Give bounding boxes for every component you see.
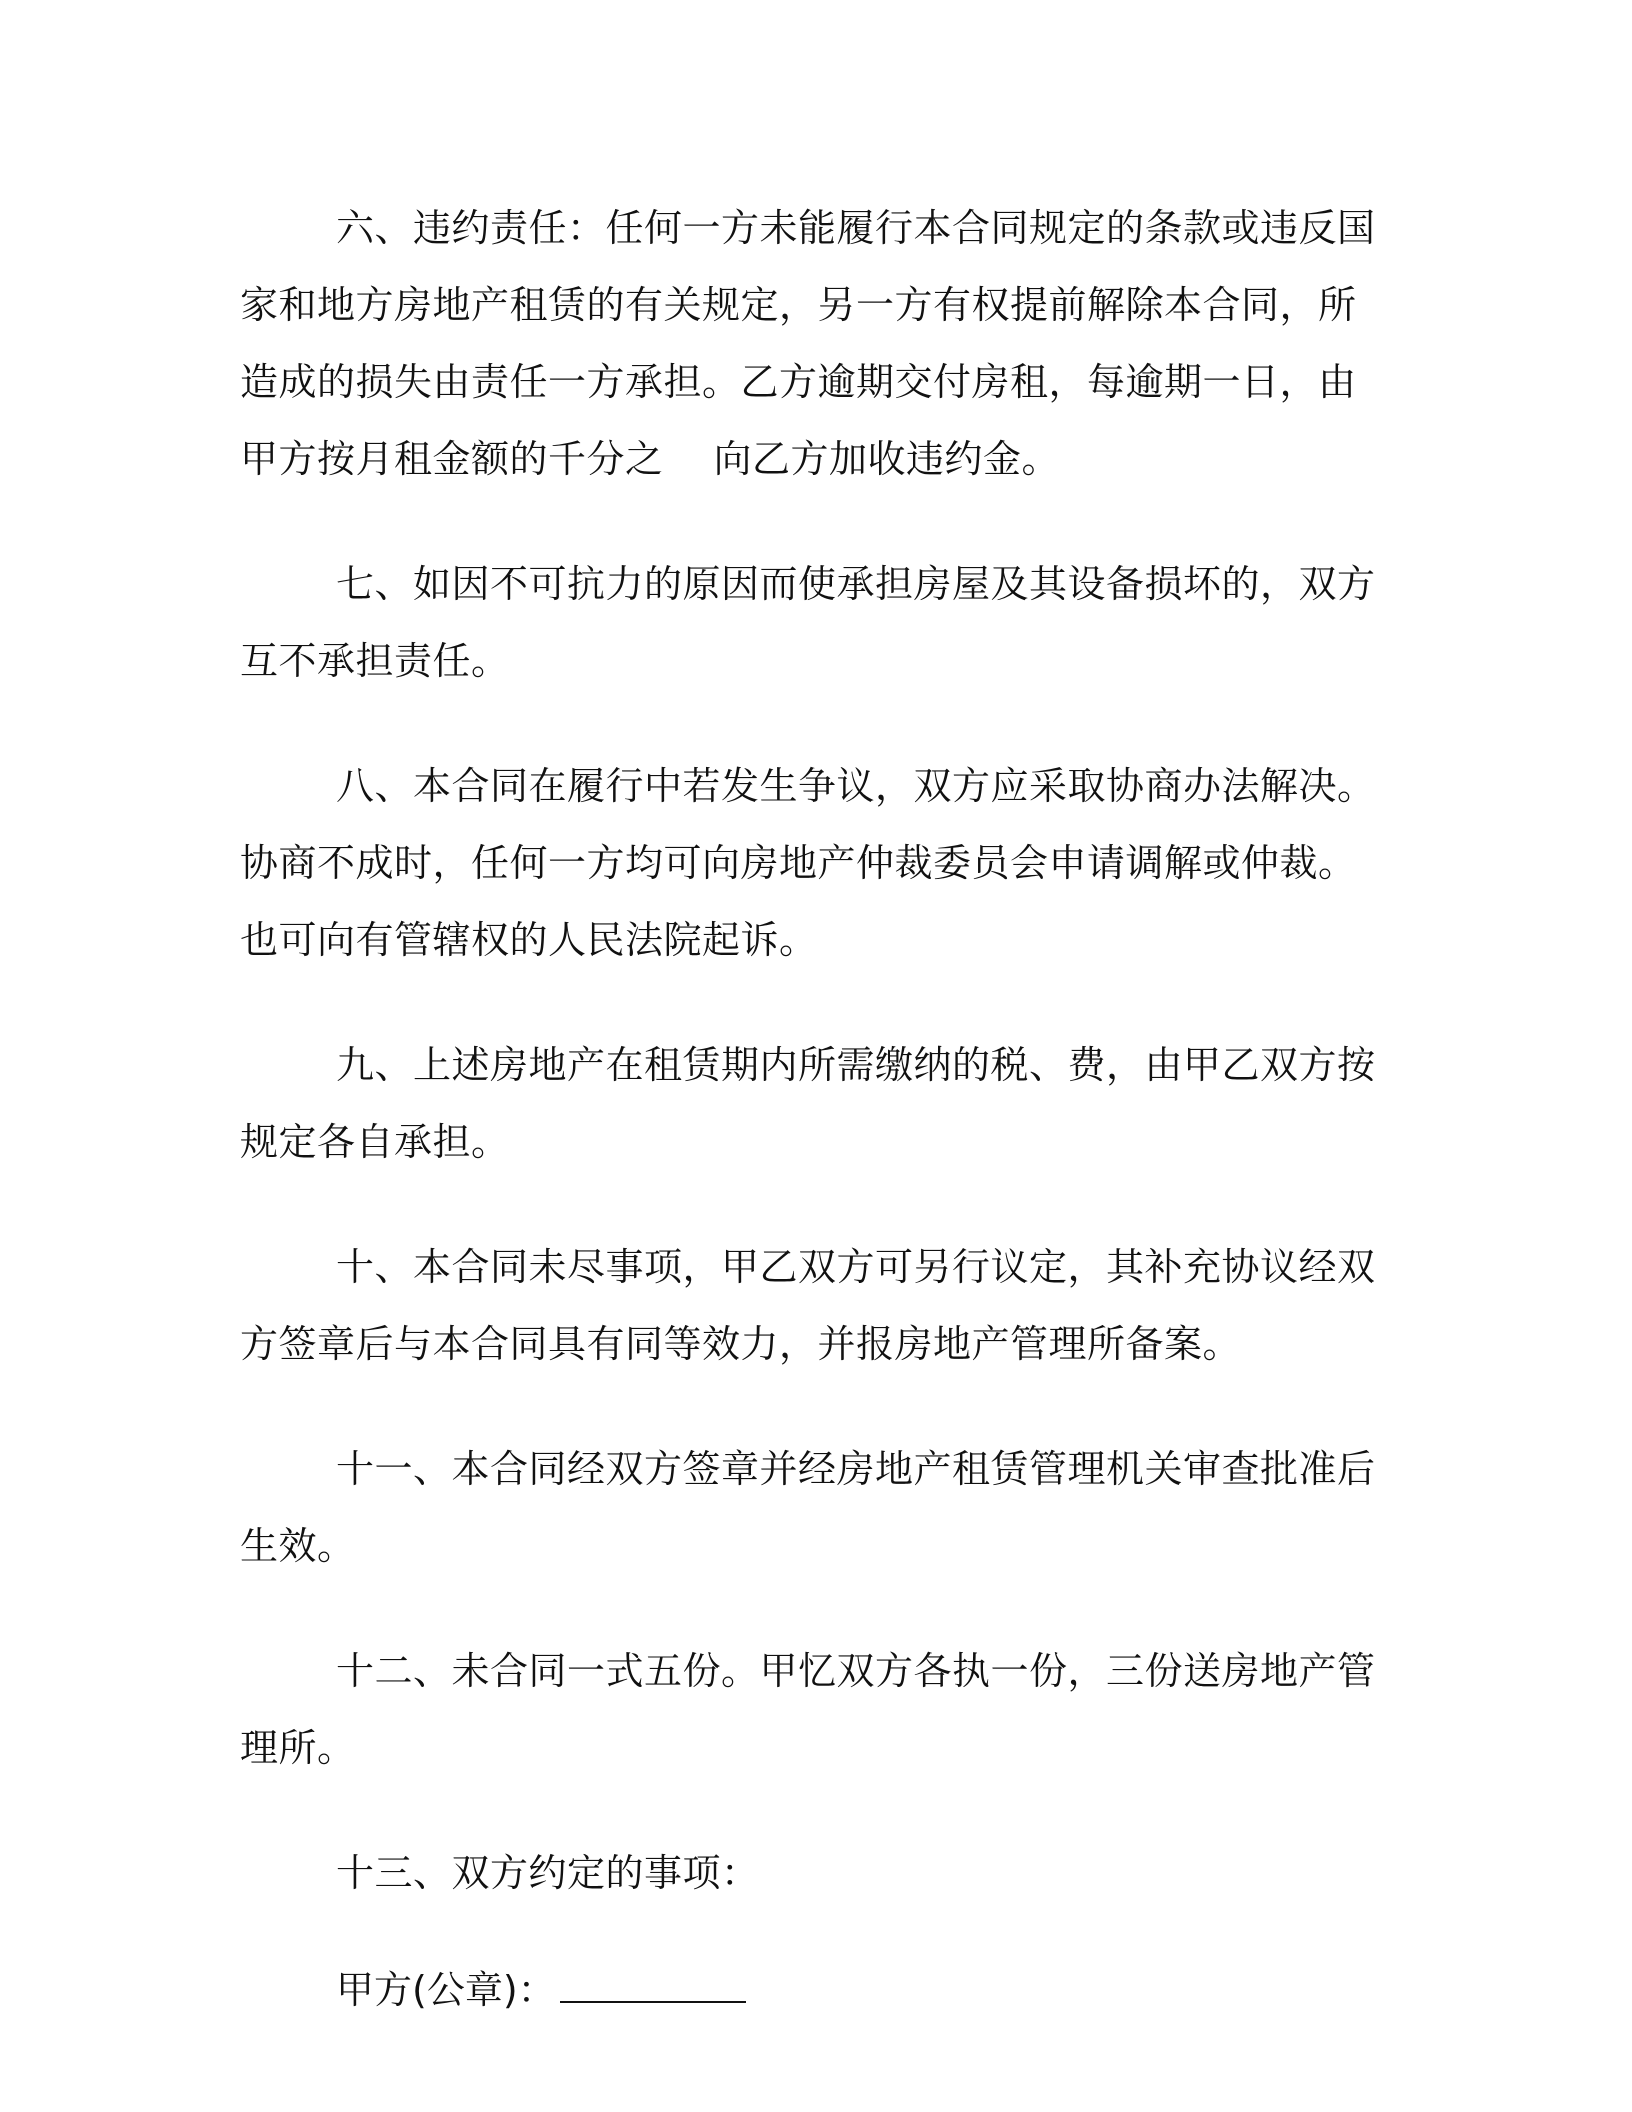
clause-7: 七、如因不可抗力的原因而使承担房屋及其设备损坏的，双方互不承担责任。 [240, 562, 1376, 683]
signature-blank-line [560, 1971, 746, 2003]
party-a-label: 甲方(公章)： [336, 1968, 556, 2012]
contract-body [240, 190, 1380, 2029]
clause-6-text-end: 向乙方加收违约金。 [713, 437, 1061, 481]
clause-8: 八、本合同在履行中若发生争议，双方应采取协商办法解决。协商不成时，任何一方均可向房地产仲裁委员会申请调解或仲裁。也可向有管辖权的人民法院起诉。 [240, 764, 1376, 962]
clause-12: 十二、未合同一式五份。甲忆双方各执一份，三份送房地产管理所。 [240, 1649, 1376, 1770]
clause-10: 十、本合同未尽事项，甲乙双方可另行议定，其补充协议经双方签章后与本合同具有同等效力，并报房地产管理所备案。 [240, 1245, 1376, 1366]
clause-6 [240, 190, 1380, 498]
clause-9: 九、上述房地产在租赁期内所需缴纳的税、费，由甲乙双方按规定各自承担。 [240, 1043, 1376, 1164]
clause-11: 十一、本合同经双方签章并经房地产租赁管理机关审查批准后生效。 [240, 1447, 1376, 1568]
clause-13: 十三、双方约定的事项： [336, 1851, 760, 1895]
clause-6-text: 六、违约责任：任何一方未能履行本合同规定的条款或违反国家和地方房地产租赁的有关规定，另一方有权提前解除本合同，所造成的损失由责任一方承担。乙方逾期交付房租，每逾期一日，由甲方按月租金额的千分之 [240, 206, 1376, 481]
party-a-signature [240, 1952, 1380, 2029]
